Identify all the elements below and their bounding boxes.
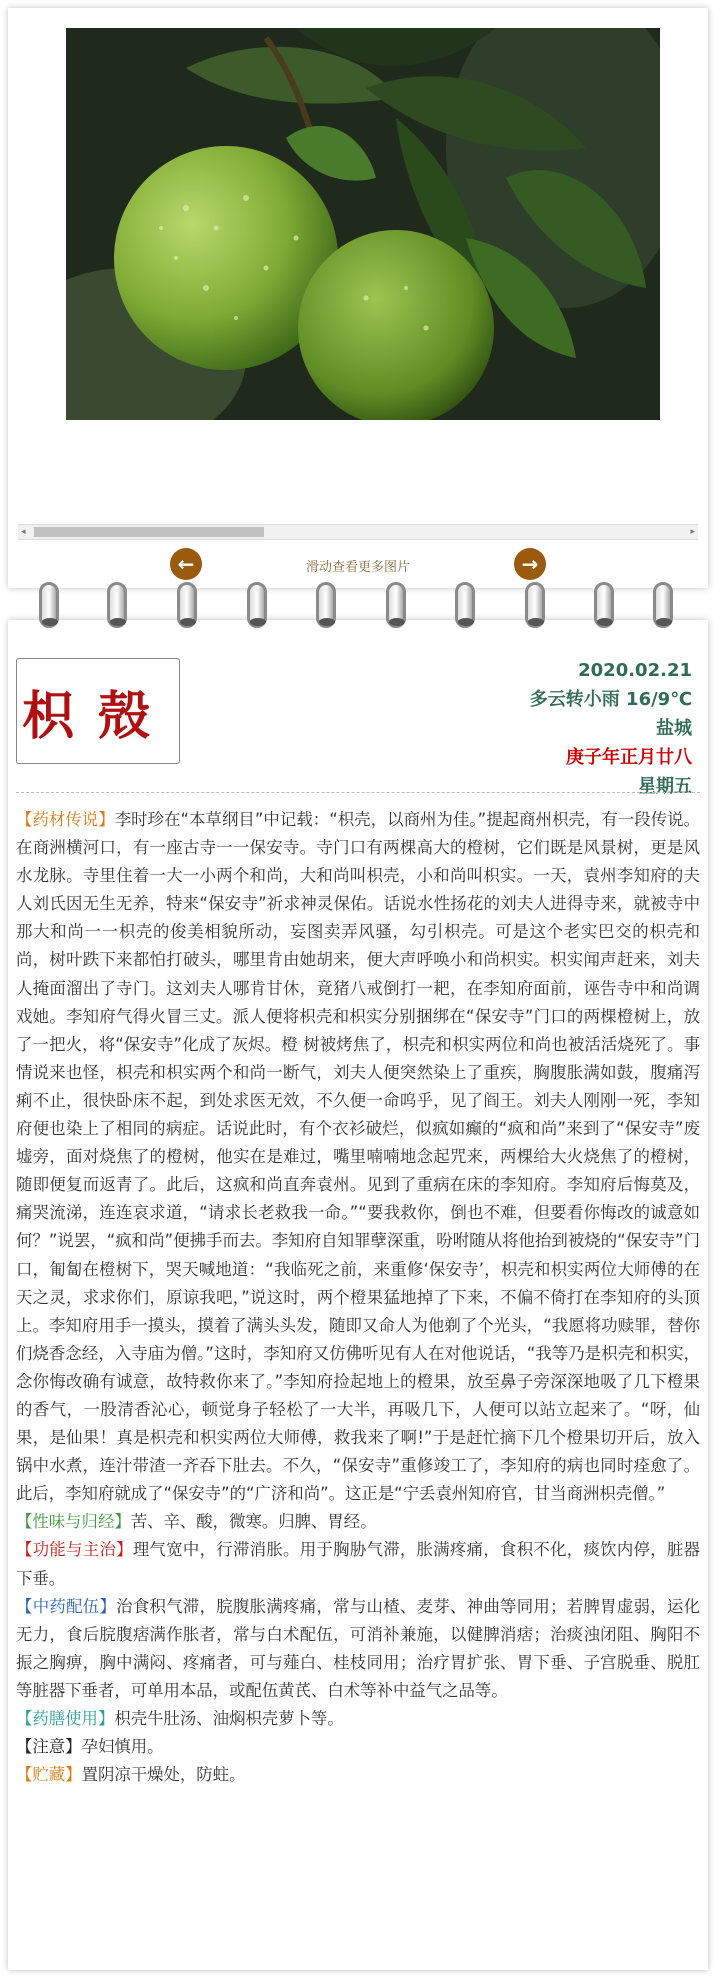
scroll-left-icon[interactable]: ◂: [21, 527, 26, 537]
combo-tag: 【中药配伍】: [16, 1596, 117, 1616]
weekday: 星期五: [638, 776, 692, 797]
binder-ring-icon: [247, 582, 269, 642]
bitter-orange-image: [66, 28, 660, 420]
binder-ring-icon: [653, 582, 675, 642]
note-text: 孕妇慎用。: [81, 1737, 164, 1757]
scrollbar-thumb[interactable]: [34, 527, 264, 537]
diet-tag: 【药膳使用】: [16, 1709, 115, 1728]
function-tag: 【功能与主治】: [16, 1540, 133, 1560]
legend-paragraph: [16, 806, 700, 1508]
combo-paragraph: [16, 1593, 700, 1705]
herb-description: [16, 806, 700, 1789]
divider: [16, 792, 700, 793]
gallery-scrollbar[interactable]: [18, 524, 698, 540]
binder-ring-icon: [177, 582, 199, 642]
gallery-hint: 滑动查看更多图片: [305, 560, 410, 575]
nature-paragraph: [16, 1508, 700, 1536]
binder-ring-icon: [386, 582, 408, 642]
gallery-card: [8, 8, 708, 588]
date: 2020.02.21: [578, 660, 692, 681]
herb-info-card: [8, 620, 708, 1970]
diet-paragraph: [16, 1705, 700, 1733]
binder-ring-icon: [316, 582, 338, 642]
herb-name-seal-text: 枳殻: [21, 685, 174, 747]
note-tag: 【注意】: [16, 1737, 82, 1757]
binder-ring-icon: [39, 582, 61, 642]
herb-photo: [66, 28, 660, 420]
lunar-date: 庚子年正月廿八: [566, 747, 692, 768]
nature-text: 苦、辛、酸，微寒。归脾、胃经。: [130, 1512, 377, 1532]
gallery-nav: [8, 548, 708, 582]
function-text: 理气宽中，行滞消胀。用于胸胁气滞，胀满疼痛，食积不化，痰饮内停，脏器下垂。: [16, 1540, 701, 1588]
storage-tag: 【贮藏】: [16, 1765, 82, 1785]
city: 盐城: [656, 718, 692, 739]
herb-name-seal: [16, 658, 180, 764]
binder-ring-icon: [107, 582, 129, 642]
binder-rings: [0, 582, 718, 642]
note-paragraph: [16, 1733, 700, 1761]
function-paragraph: [16, 1536, 700, 1592]
scroll-right-icon[interactable]: ▸: [690, 527, 695, 537]
binder-ring-icon: [594, 582, 616, 642]
legend-text: 李时珍在“本草纲目”中记载：“枳壳，以商州为佳。”提起商州枳壳，有一段传说。在商洲横河口，有一座古寺一一保安寺。寺门口有两棵高大的橙树，它们既是风景树，更是风水龙脉。寺里住着一大一小两个和尚，大和尚叫枳壳，小和尚叫枳实。一天，袁州李知府的夫人刘氏因无生无养，特来“保安寺”祈求神灵保佑。话说水性扬花的刘夫人进得寺来，就被寺中那大和尚一一枳壳的俊美相貌所动，妄图卖弄风骚，勾引枳壳。可是这个老实巴交的枳壳和尚，树叶跌下来都怕打破头，哪里肯由她胡来，便大声呼唤小和尚枳实。枳实闻声赶来，刘夫人掩面溜出了寺门。这刘夫人哪肯甘休，竟猪八戒倒打一耙，在李知府面前，诬告寺中和尚调戏她。李知府气得火冒三丈。派人便将枳壳和枳实分别捆绑在“保安寺”门口的两棵橙树上，放了一把火，将“保安寺”化成了灰烬。橙 树被烤焦了，枳壳和枳实两位和尚也被活活烧死了。事情说来也怪，枳壳和枳实两个和尚一断气，刘夫人便突然染上了重疾，胸腹胀满如鼓，腹痛泻痢不止，很快卧床不起，到处求医无效，不久便一命呜乎，见了阎王。刘夫人刚刚一死，李知府便也染上了相同的病症。话说此时，有个衣衫破烂，似疯如癫的“疯和尚”来到了“保安寺”废墟旁，面对烧焦了的橙树，他实在是难过，嘴里喃喃地念起咒来，两棵给大火烧焦了的橙树，随即便复而返青了。此后，这疯和尚直奔袁州。见到了重病在床的李知府。李知府后悔莫及，痛哭流涕，连连哀求道，“请求长老救我一命。”“要我救你，倒也不难，但要看你悔改的诚意如何？”说罢，“疯和尚”便拂手而去。李知府自知罪孽深重，吩咐随从将他抬到被烧的“保安寺”门口，匍匐在橙树下，哭天喊地道：“我临死之前，来重修‘保安寺’，枳壳和枳实两位大师傅的在天之灵，求求你们，原谅我吧，”说这时，两个橙果猛地掉了下来，不偏不倚打在李知府的头顶上。李知府用手一摸头，摸着了满头头发，随即又命人为他剃了个光头，“我愿将功赎罪，替你们烧香念经，入寺庙为僧。”这时，李知府又仿佛听见有人在对他说话，“我等乃是枳壳和枳实，念你悔改确有诚意，故特救你来了。”李知府捡起地上的橙果，放至鼻子旁深深地吸了几下橙果的香气，一股清香沁心，顿觉身子轻松了一大半，再吸几下，人便可以站立起来了。“呀，仙果，是仙果！真是枳壳和枳实两位大师傅，救我来了啊!”于是赶忙摘下几个橙果切开后，放入锅中水煮，连汁带渣一齐吞下肚去。不久，“保安寺”重修竣工了，李知府的病也同时痊愈了。此后，李知府就成了“保安寺”的“广济和尚”。这正是“宁丢袁州知府官，甘当商洲枳壳僧。”: [16, 810, 701, 1504]
next-arrow-icon[interactable]: →: [514, 548, 546, 580]
weather: 多云转小雨 16/9℃: [529, 689, 692, 710]
prev-arrow-icon[interactable]: ←: [170, 548, 202, 580]
binder-ring-icon: [525, 582, 547, 642]
storage-paragraph: [16, 1761, 700, 1789]
date-info: [530, 656, 692, 801]
binder-ring-icon: [455, 582, 477, 642]
nature-tag: 【性味与归经】: [16, 1512, 131, 1532]
combo-text: 治食积气滞，脘腹胀满疼痛，常与山楂、麦芽、神曲等同用；若脾胃虚弱，运化无力，食后脘腹痞满作胀者，常与白术配伍，可消补兼施，以健脾消痞；治痰浊闭阻、胸阳不振之胸痹，胸中满闷、疼痛者，可与薤白、桂枝同用；治疗胃扩张、胃下垂、子宫脱垂、脱肛等脏器下垂者，可单用本品，或配伍黄芪、白术等补中益气之品等。: [16, 1596, 701, 1700]
legend-tag: 【药材传说】: [16, 810, 115, 829]
storage-text: 置阴凉干燥处，防蛀。: [81, 1765, 246, 1785]
diet-text: 枳壳牛肚汤、油焖枳壳萝卜等。: [114, 1709, 344, 1728]
